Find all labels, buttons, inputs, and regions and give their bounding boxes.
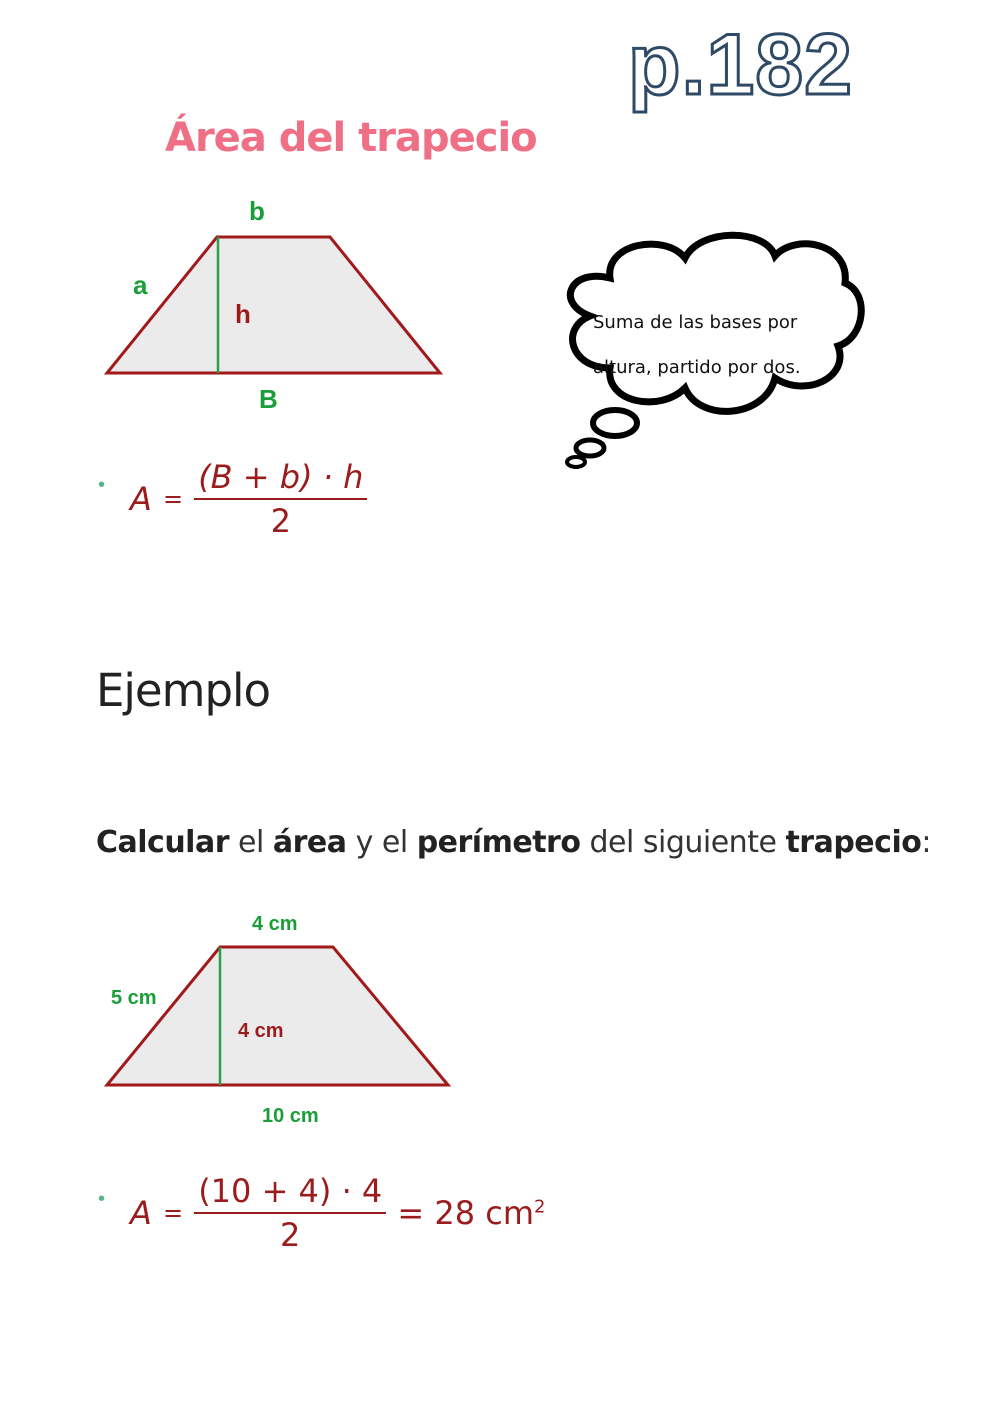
example-area-calculation	[130, 1172, 545, 1254]
statement-text: del siguiente	[580, 825, 786, 860]
formula-denominator: 2	[270, 502, 291, 540]
statement-word-area: área	[272, 825, 347, 860]
formula-equals: =	[162, 485, 184, 513]
bubble-dot-medium	[576, 440, 604, 456]
statement-text: y el	[346, 825, 417, 860]
formula-result	[397, 1194, 545, 1232]
statement-word-perimetro: perímetro	[416, 825, 581, 860]
label-large-base: B	[259, 384, 278, 414]
formula-denominator: 2	[280, 1216, 301, 1254]
trapezoid-diagram-example	[100, 935, 460, 1095]
bubble-dot-large	[593, 410, 637, 436]
formula-lhs: A	[130, 1194, 152, 1232]
example-heading: Ejemplo	[96, 664, 271, 717]
formula-result-value: = 28 cm	[397, 1194, 534, 1232]
bullet-marker: •	[98, 474, 106, 496]
statement-word-trapecio: trapecio	[785, 825, 922, 860]
statement-word-calcular: Calcular	[96, 825, 230, 860]
formula-numerator: (10 + 4) · 4	[194, 1172, 386, 1214]
label-side-length: 5 cm	[111, 987, 157, 1009]
label-height-value: 4 cm	[238, 1020, 284, 1042]
example-statement	[96, 825, 931, 860]
thought-bubble-text	[593, 300, 823, 390]
area-formula	[130, 458, 367, 540]
label-height: h	[235, 299, 251, 329]
trapezoid-shape	[107, 237, 440, 373]
formula-numerator: (B + b) · h	[194, 458, 367, 500]
thought-line-2: altura, partido por dos.	[593, 357, 801, 378]
formula-exponent: 2	[534, 1196, 546, 1218]
formula-lhs: A	[130, 480, 152, 518]
label-side: a	[133, 270, 148, 300]
statement-text: :	[921, 825, 931, 860]
trapezoid-shape	[107, 947, 448, 1085]
section-title: Área del trapecio	[165, 115, 537, 161]
formula-equals: =	[162, 1199, 184, 1227]
bubble-dot-small	[567, 457, 585, 467]
page-number: p.182	[628, 17, 853, 113]
thought-line-1: Suma de las bases por	[593, 312, 798, 333]
label-small-base: b	[249, 196, 265, 226]
statement-text: el	[229, 825, 273, 860]
formula-fraction	[194, 1172, 386, 1254]
trapezoid-diagram-general	[100, 225, 450, 385]
bullet-marker: •	[98, 1188, 106, 1210]
label-bottom-base: 10 cm	[262, 1105, 319, 1127]
formula-fraction	[194, 458, 367, 540]
label-top-base: 4 cm	[252, 913, 298, 935]
